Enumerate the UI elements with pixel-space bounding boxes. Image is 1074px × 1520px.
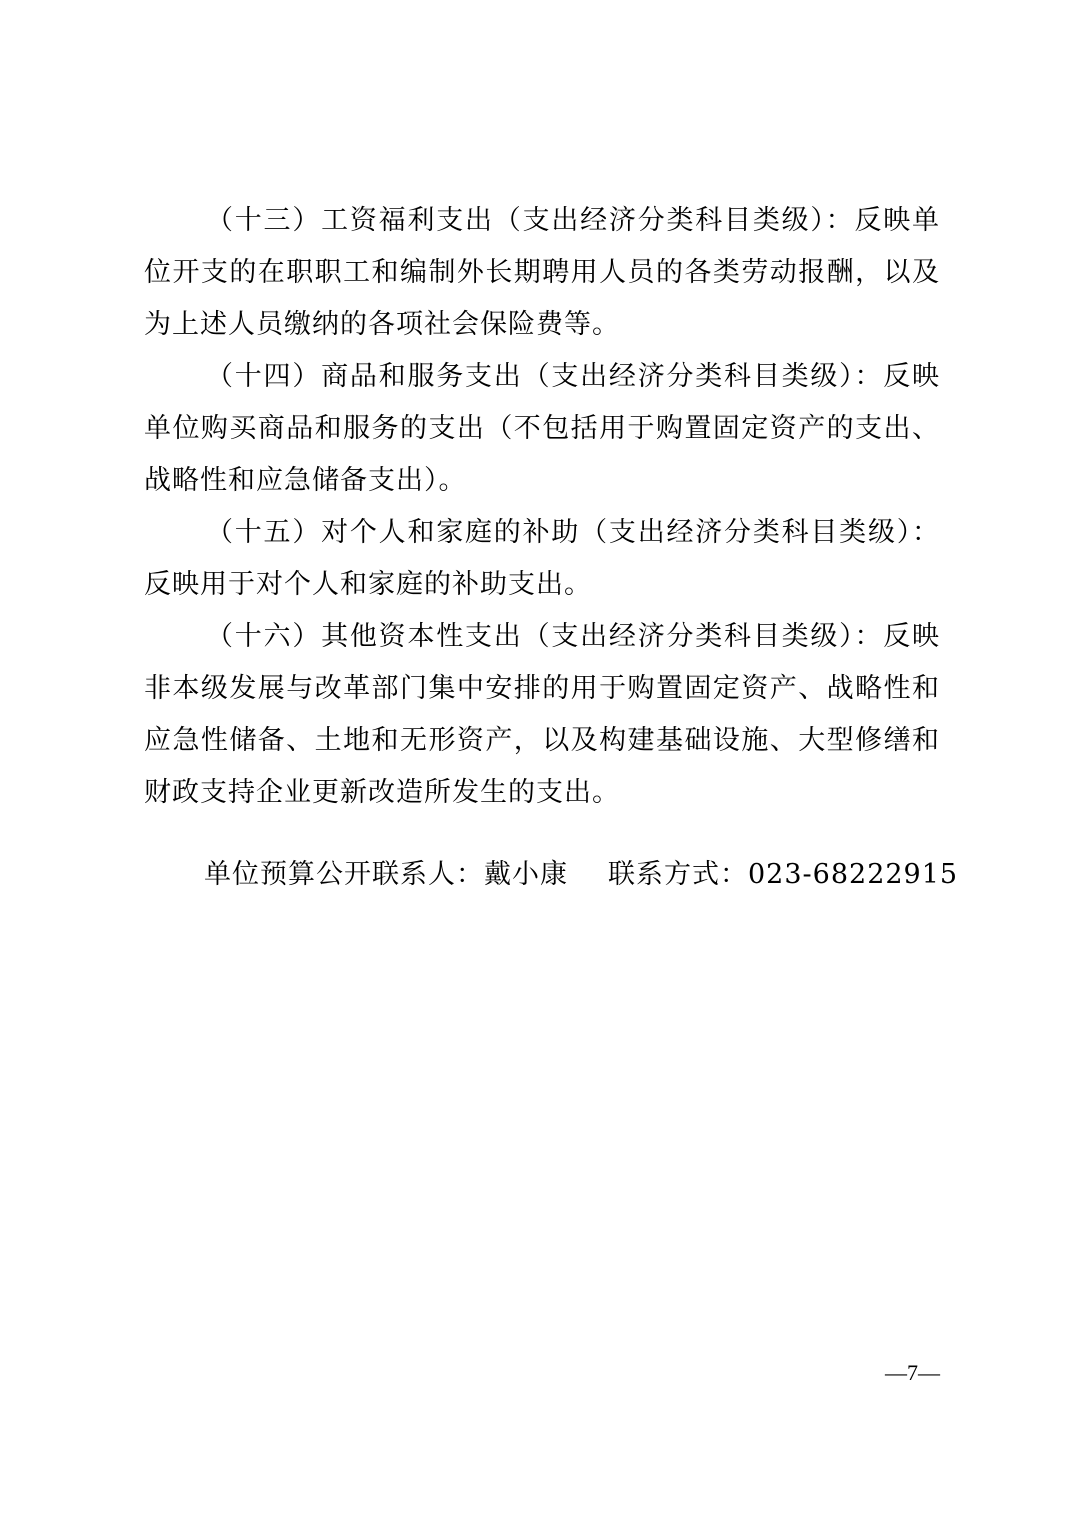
paragraph-heading: （十四）商品和服务支出（支出经济分类科目类级）： xyxy=(206,361,884,392)
paragraph-heading: （十六）其他资本性支出（支出经济分类科目类级）： xyxy=(206,621,884,652)
contact-phone: 023-68222915 xyxy=(748,859,959,890)
paragraph-wage-welfare xyxy=(144,195,940,351)
contact-person-name: 戴小康 xyxy=(484,859,568,890)
paragraph-heading: （十三）工资福利支出（支出经济分类科目类级）： xyxy=(206,205,855,236)
document-body xyxy=(144,195,940,819)
page-number: —7— xyxy=(885,1360,940,1385)
paragraph-text: 反映单位开支的在职职工和编制外长期聘用人员的各类劳动报酬，以及为上述人员缴纳的各项社会保险费等。 xyxy=(144,205,941,340)
contact-line xyxy=(204,855,958,895)
paragraph-household-subsidy xyxy=(144,507,940,611)
contact-method-label: 联系方式： xyxy=(608,859,748,890)
paragraph-heading: （十五）对个人和家庭的补助（支出经济分类科目类级）： xyxy=(206,517,940,548)
paragraph-text: 反映单位购买商品和服务的支出（不包括用于购置固定资产的支出、战略性和应急储备支出）。 xyxy=(144,361,941,496)
paragraph-goods-services xyxy=(144,351,940,507)
paragraph-text: 反映用于对个人和家庭的补助支出。 xyxy=(144,569,592,600)
paragraph-text: 反映非本级发展与改革部门集中安排的用于购置固定资产、战略性和应急性储备、土地和无形资产，以及构建基础设施、大型修缮和财政支持企业更新改造所发生的支出。 xyxy=(144,621,941,808)
contact-person-label: 单位预算公开联系人： xyxy=(204,859,484,890)
paragraph-other-capital xyxy=(144,611,940,819)
